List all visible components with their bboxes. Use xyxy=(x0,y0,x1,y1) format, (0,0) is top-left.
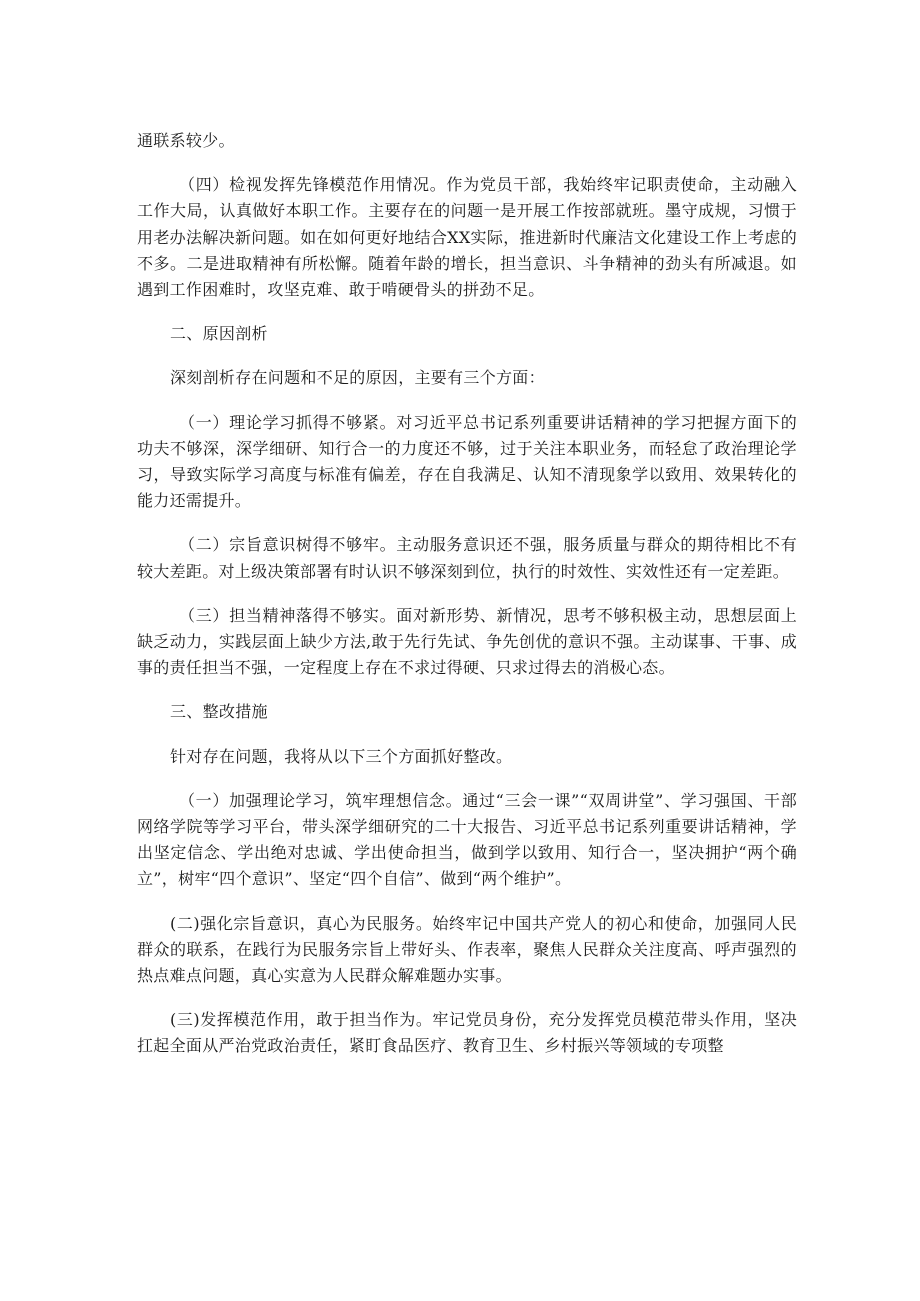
paragraph-item-4: （四）检视发挥先锋模范作用情况。作为党员干部，我始终牢记职责使命，主动融入工作大局，认真做好本职工作。主要存在的问题一是开展工作按部就班。墨守成规，习惯于用老办法解决新问题。如在如何更好地结合XX实际，推进新时代廉洁文化建设工作上考虑的不多。二是进取精神有所松懈。随着年龄的增长，担当意识、斗争精神的劲头有所减退。如遇到工作困难时，攻坚克难、敢于啃硬骨头的拼劲不足。 xyxy=(137,175,797,300)
paragraph-intro-measures: 针对存在问题，我将从以下三个方面抓好整改。 xyxy=(170,746,513,766)
section-heading-cause-analysis: 二、原因剖析 xyxy=(170,324,268,344)
section-heading-rectification: 三、整改措施 xyxy=(170,702,268,722)
document-page xyxy=(137,128,797,1060)
paragraph-measure-2: (二)强化宗旨意识，真心为民服务。始终牢记中国共产党人的初心和使命，加强同人民群众的联系，在践行为民服务宗旨上带好头、作表率，聚焦人民群众关注度高、呼声强烈的热点难点问题，真心实意为人民群众解难题办实事。 xyxy=(137,913,797,986)
paragraph-cause-3: （三）担当精神落得不够实。面对新形势、新情况，思考不够积极主动，思想层面上缺乏动力，实践层面上缺少方法,敢于先行先试、争先创优的意识不强。主动谋事、干事、成事的责任担当不强，一定程度上存在不求过得硬、只求过得去的消极心态。 xyxy=(137,605,797,678)
paragraph-continuation: 通联系较少。 xyxy=(137,131,235,150)
paragraph-measure-3: (三)发挥模范作用，敢于担当作为。牢记党员身份，充分发挥党员模范带头作用，坚决扛起全面从严治党政治责任，紧盯食品医疗、教育卫生、乡村振兴等领域的专项整 xyxy=(137,1010,797,1056)
paragraph-cause-1: （一）理论学习抓得不够紧。对习近平总书记系列重要讲话精神的学习把握方面下的功夫不够深，深学细研、知行合一的力度还不够，过于关注本职业务，而轻怠了政治理论学习，导致实际学习高度与标准有偏差，存在自我满足、认知不清现象学以致用、效果转化的能力还需提升。 xyxy=(137,412,797,511)
paragraph-cause-2: （二）宗旨意识树得不够牢。主动服务意识还不强，服务质量与群众的期待相比不有较大差距。对上级决策部署有时认识不够深刻到位，执行的时效性、实效性还有一定差距。 xyxy=(137,535,797,581)
paragraph-intro-causes: 深刻剖析存在问题和不足的原因，主要有三个方面： xyxy=(170,368,545,388)
paragraph-measure-1: （一）加强理论学习，筑牢理想信念。通过“三会一课”“双周讲堂”、学习强国、干部网络学院等学习平台，带头深学细研究的二十大报告、习近平总书记系列重要讲话精神，学出坚定信念、学出绝对忠诚、学出使命担当，做到学以致用、知行合一，坚决拥护“两个确立”，树牢“四个意识”、坚定“四个自信”、做到“两个维护”。 xyxy=(137,790,797,889)
